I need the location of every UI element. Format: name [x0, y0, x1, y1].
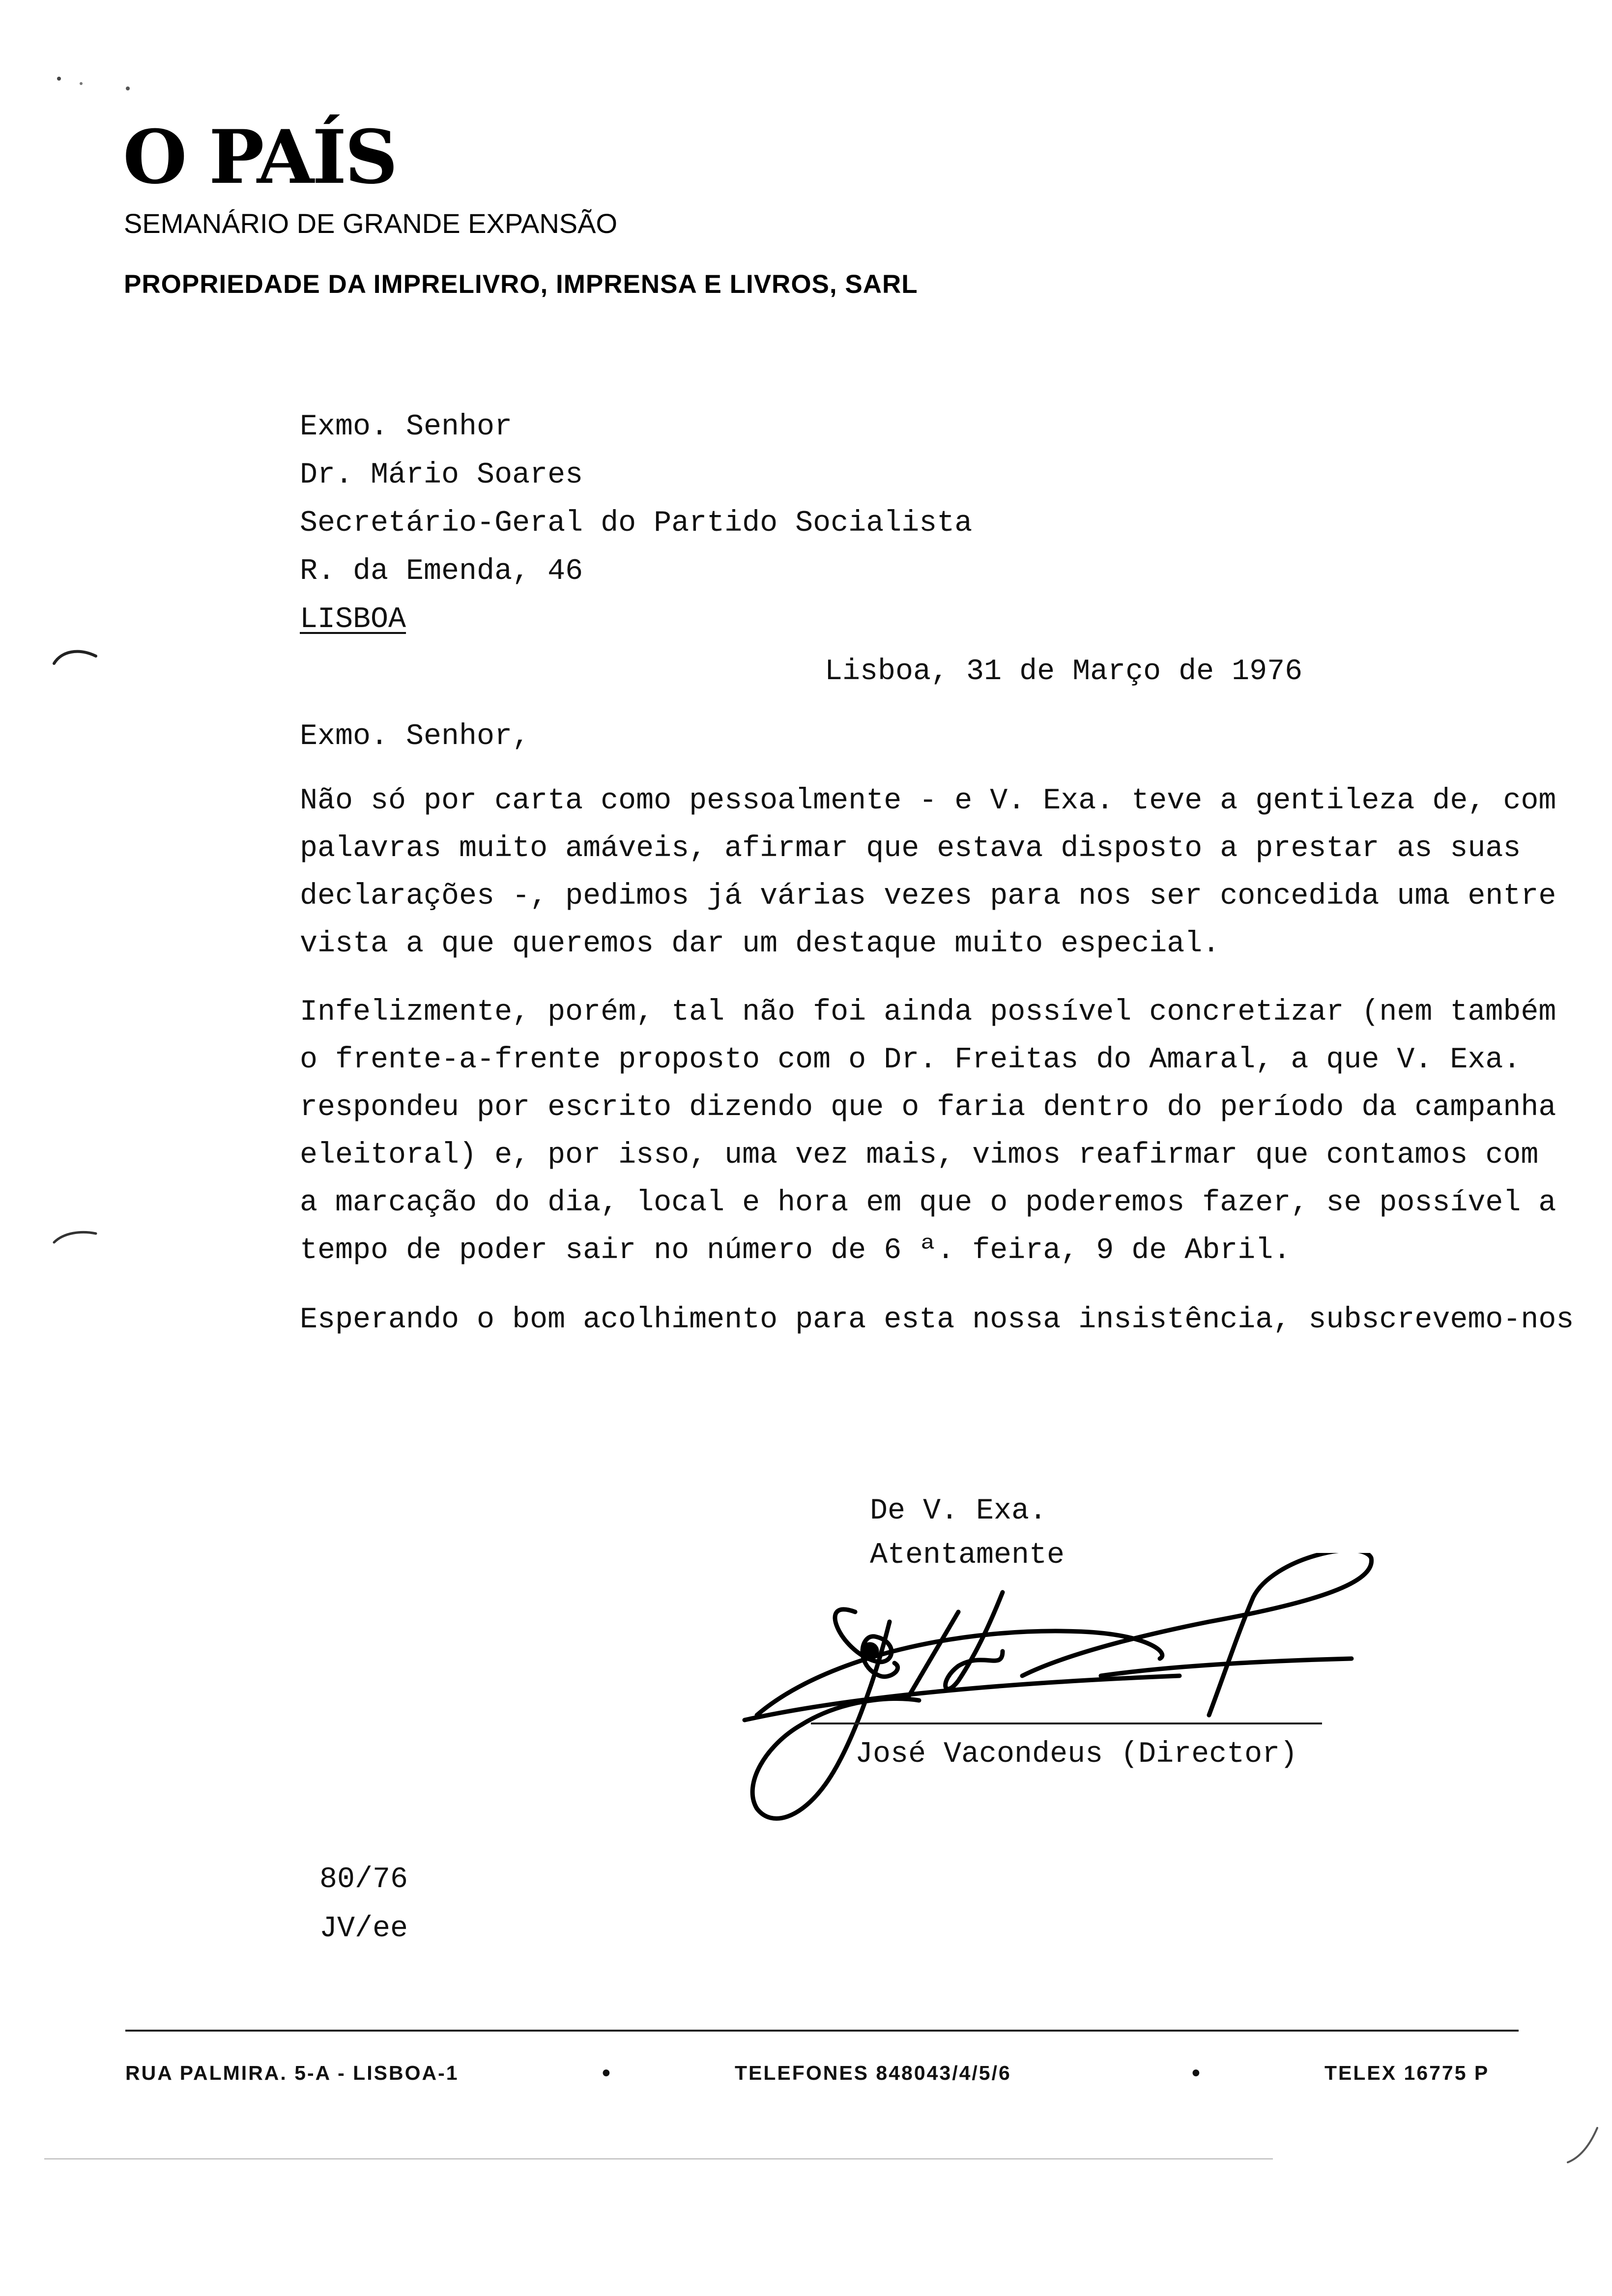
reference-block — [319, 1855, 408, 1953]
paragraph-line: respondeu por escrito dizendo que o faria dentro do período da campanha — [300, 1091, 1556, 1124]
closing-line-1: De V. Exa. — [870, 1494, 1047, 1528]
footer-separator: • — [1192, 2060, 1202, 2086]
paragraph-line: vista a que queremos dar um destaque muito especial. — [300, 927, 1220, 961]
scan-artifact-mark — [49, 639, 103, 668]
closing-line-2: Atentamente — [870, 1539, 1065, 1572]
paragraph-line: palavras muito amáveis, afirmar que estava disposto a prestar as suas — [300, 832, 1521, 865]
newspaper-tagline: SEMANÁRIO DE GRANDE EXPANSÃO — [124, 208, 618, 239]
paragraph-line: Não só por carta como pessoalmente - e V. Exa. teve a gentileza de, com — [300, 784, 1556, 818]
recipient-address — [300, 403, 972, 644]
recipient-title: Secretário-Geral do Partido Socialista — [300, 507, 973, 540]
newspaper-masthead: O PAÍS — [123, 114, 396, 201]
reference-initials: JV/ee — [319, 1912, 408, 1946]
paragraph-line: eleitoral) e, por isso, uma vez mais, vimos reafirmar que contamos com — [300, 1139, 1539, 1172]
body-paragraph-2 — [300, 989, 1556, 1275]
body-paragraph-3 — [300, 1296, 1574, 1344]
letter-date: Lisboa, 31 de Março de 1976 — [825, 655, 1303, 689]
footer-phones: TELEFONES 848043/4/5/6 — [735, 2062, 1011, 2084]
ownership-line: PROPRIEDADE DA IMPRELIVRO, IMPRENSA E LIVROS, SARL — [124, 270, 918, 299]
body-paragraph-1 — [300, 777, 1556, 968]
paragraph-line: tempo de poder sair no número de 6 ª. feira, 9 de Abril. — [300, 1234, 1291, 1267]
footer-rule — [125, 2030, 1519, 2032]
paragraph-line: o frente-a-frente proposto com o Dr. Freitas do Amaral, a que V. Exa. — [300, 1043, 1521, 1077]
scan-artifact-dots — [54, 69, 138, 98]
scan-artifact-line — [44, 2158, 1273, 2159]
paragraph-line: a marcação do dia, local e hora em que o poderemos fazer, se possível a — [300, 1186, 1556, 1220]
recipient-street: R. da Emenda, 46 — [300, 555, 583, 588]
recipient-city: LISBOA — [300, 603, 406, 636]
scan-artifact-mark — [49, 1219, 103, 1248]
recipient-salutation: Exmo. Senhor — [300, 410, 513, 444]
letter-greeting: Exmo. Senhor, — [300, 720, 530, 753]
handwritten-signature — [727, 1553, 1415, 1877]
paragraph-line: Esperando o bom acolhimento para esta nossa insistência, subscrevemo-nos — [300, 1303, 1574, 1337]
paragraph-line: declarações -, pedimos já várias vezes para nos ser concedida uma entre — [300, 880, 1556, 913]
paragraph-line: Infelizmente, porém, tal não foi ainda possível concretizar (nem também — [300, 996, 1556, 1029]
footer-separator: • — [602, 2060, 612, 2086]
footer-telex: TELEX 16775 P — [1324, 2062, 1490, 2084]
scan-artifact-mark — [1563, 2123, 1602, 2167]
footer-address: RUA PALMIRA. 5-A - LISBOA-1 — [125, 2062, 459, 2084]
signatory-name: José Vacondeus (Director) — [855, 1738, 1298, 1771]
recipient-name: Dr. Mário Soares — [300, 459, 583, 492]
signature-rule — [811, 1722, 1322, 1724]
reference-number: 80/76 — [319, 1863, 408, 1896]
